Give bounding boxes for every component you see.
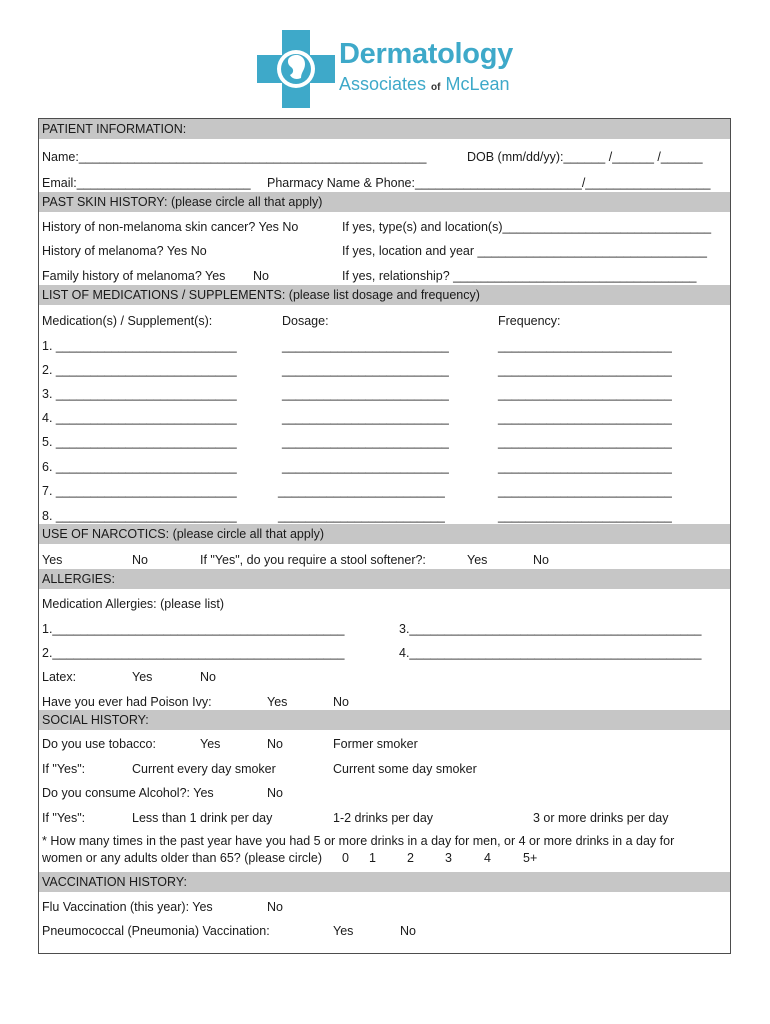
allergy-field-3[interactable]: 3.__________________________________________ xyxy=(399,622,702,636)
dosage-column-label: Dosage: xyxy=(282,314,329,328)
medication-row-4[interactable]: 4. __________________________ xyxy=(42,411,237,425)
melanoma-if-yes-field[interactable]: If yes, location and year _________________________________ xyxy=(342,244,707,258)
medication-row-7[interactable]: 7. __________________________ xyxy=(42,484,237,498)
family-melanoma-no[interactable]: No xyxy=(253,269,269,283)
medication-column-label: Medication(s) / Supplement(s): xyxy=(42,314,213,328)
dob-field[interactable]: DOB (mm/dd/yy):______ /______ /______ xyxy=(467,150,703,164)
alcohol-question[interactable]: Do you consume Alcohol?: Yes xyxy=(42,786,214,800)
social-history-header: SOCIAL HISTORY: xyxy=(39,710,730,730)
dosage-row-3[interactable]: ________________________ xyxy=(282,387,449,401)
pneumococcal-yes[interactable]: Yes xyxy=(333,924,354,938)
flu-vaccination-no[interactable]: No xyxy=(267,900,283,914)
frequency-row-3[interactable]: _________________________ xyxy=(498,387,672,401)
allergies-header: ALLERGIES: xyxy=(39,569,730,589)
pneumococcal-no[interactable]: No xyxy=(400,924,416,938)
allergy-field-4[interactable]: 4.__________________________________________ xyxy=(399,646,702,660)
pneumococcal-label: Pneumococcal (Pneumonia) Vaccination: xyxy=(42,924,270,938)
former-smoker[interactable]: Former smoker xyxy=(333,737,418,751)
medication-row-2[interactable]: 2. __________________________ xyxy=(42,363,237,377)
patient-info-header: PATIENT INFORMATION: xyxy=(39,119,730,139)
melanoma-question[interactable]: History of melanoma? Yes No xyxy=(42,244,207,258)
medical-cross-icon xyxy=(255,28,337,110)
latex-yes[interactable]: Yes xyxy=(132,670,153,684)
one-two-drinks[interactable]: 1-2 drinks per day xyxy=(333,811,434,825)
dosage-row-8[interactable]: ________________________ xyxy=(278,509,445,523)
non-melanoma-question[interactable]: History of non-melanoma skin cancer? Yes No xyxy=(42,220,299,234)
frequency-row-1[interactable]: _________________________ xyxy=(498,339,672,353)
dosage-row-7[interactable]: ________________________ xyxy=(278,484,445,498)
binge-option-1[interactable]: 1 xyxy=(369,851,376,865)
alcohol-if-yes-label: If "Yes": xyxy=(42,811,86,825)
binge-question-line-1: * How many times in the past year have you had 5 or more drinks in a day for men, or 4 or more drinks in a day for xyxy=(42,834,675,848)
name-field[interactable]: Name:__________________________________________________ xyxy=(42,150,427,164)
vaccination-header: VACCINATION HISTORY: xyxy=(39,872,730,892)
medication-allergies-label: Medication Allergies: (please list) xyxy=(42,597,225,611)
tobacco-if-yes-label: If "Yes": xyxy=(42,762,86,776)
family-melanoma-question[interactable]: Family history of melanoma? Yes xyxy=(42,269,226,283)
medications-header: LIST OF MEDICATIONS / SUPPLEMENTS: (please list dosage and frequency) xyxy=(39,285,730,305)
dosage-row-5[interactable]: ________________________ xyxy=(282,435,449,449)
alcohol-no[interactable]: No xyxy=(267,786,283,800)
current-every-day-smoker[interactable]: Current every day smoker xyxy=(132,762,276,776)
frequency-row-7[interactable]: _________________________ xyxy=(498,484,672,498)
dosage-row-2[interactable]: ________________________ xyxy=(282,363,449,377)
stool-softener-no[interactable]: No xyxy=(533,553,549,567)
family-relationship-field[interactable]: If yes, relationship? ___________________________________ xyxy=(342,269,697,283)
logo-title: Dermatology xyxy=(339,38,513,70)
narcotics-yes[interactable]: Yes xyxy=(42,553,63,567)
tobacco-yes[interactable]: Yes xyxy=(200,737,221,751)
medication-row-8[interactable]: 8. __________________________ xyxy=(42,509,237,523)
current-some-day-smoker[interactable]: Current some day smoker xyxy=(333,762,477,776)
frequency-row-8[interactable]: _________________________ xyxy=(498,509,672,523)
medication-row-1[interactable]: 1. __________________________ xyxy=(42,339,237,353)
flu-vaccination-question[interactable]: Flu Vaccination (this year): Yes xyxy=(42,900,213,914)
medication-row-5[interactable]: 5. __________________________ xyxy=(42,435,237,449)
binge-option-3[interactable]: 3 xyxy=(445,851,452,865)
less-than-one-drink[interactable]: Less than 1 drink per day xyxy=(132,811,273,825)
binge-option-2[interactable]: 2 xyxy=(407,851,414,865)
frequency-row-6[interactable]: _________________________ xyxy=(498,460,672,474)
stool-softener-question: If "Yes", do you require a stool softener?: xyxy=(200,553,426,567)
dosage-row-4[interactable]: ________________________ xyxy=(282,411,449,425)
skin-history-header: PAST SKIN HISTORY: (please circle all that apply) xyxy=(39,192,730,212)
medication-row-6[interactable]: 6. __________________________ xyxy=(42,460,237,474)
stool-softener-yes[interactable]: Yes xyxy=(467,553,488,567)
pharmacy-field[interactable]: Pharmacy Name & Phone:________________________/__________________ xyxy=(267,176,711,190)
frequency-row-5[interactable]: _________________________ xyxy=(498,435,672,449)
latex-label: Latex: xyxy=(42,670,77,684)
practice-logo xyxy=(255,28,525,110)
medication-row-3[interactable]: 3. __________________________ xyxy=(42,387,237,401)
latex-no[interactable]: No xyxy=(200,670,216,684)
email-field[interactable]: Email:_________________________ xyxy=(42,176,251,190)
poison-ivy-no[interactable]: No xyxy=(333,695,349,709)
allergy-field-1[interactable]: 1.__________________________________________ xyxy=(42,622,345,636)
narcotics-header: USE OF NARCOTICS: (please circle all that apply) xyxy=(39,524,730,544)
narcotics-no[interactable]: No xyxy=(132,553,148,567)
tobacco-no[interactable]: No xyxy=(267,737,283,751)
allergy-field-2[interactable]: 2.__________________________________________ xyxy=(42,646,345,660)
logo-subtitle: Associates of McLean xyxy=(339,74,510,94)
binge-option-4[interactable]: 4 xyxy=(484,851,491,865)
tobacco-label: Do you use tobacco: xyxy=(42,737,156,751)
frequency-column-label: Frequency: xyxy=(498,314,561,328)
poison-ivy-label: Have you ever had Poison Ivy: xyxy=(42,695,212,709)
non-melanoma-if-yes-field[interactable]: If yes, type(s) and location(s)______________________________ xyxy=(342,220,712,234)
three-or-more-drinks[interactable]: 3 or more drinks per day xyxy=(533,811,669,825)
binge-option-0[interactable]: 0 xyxy=(342,851,349,865)
dosage-row-6[interactable]: ________________________ xyxy=(282,460,449,474)
binge-question-line-2: women or any adults older than 65? (please circle) xyxy=(42,851,323,865)
frequency-row-4[interactable]: _________________________ xyxy=(498,411,672,425)
intake-form xyxy=(38,118,731,954)
binge-option-5-plus[interactable]: 5+ xyxy=(523,851,538,865)
dosage-row-1[interactable]: ________________________ xyxy=(282,339,449,353)
frequency-row-2[interactable]: _________________________ xyxy=(498,363,672,377)
poison-ivy-yes[interactable]: Yes xyxy=(267,695,288,709)
